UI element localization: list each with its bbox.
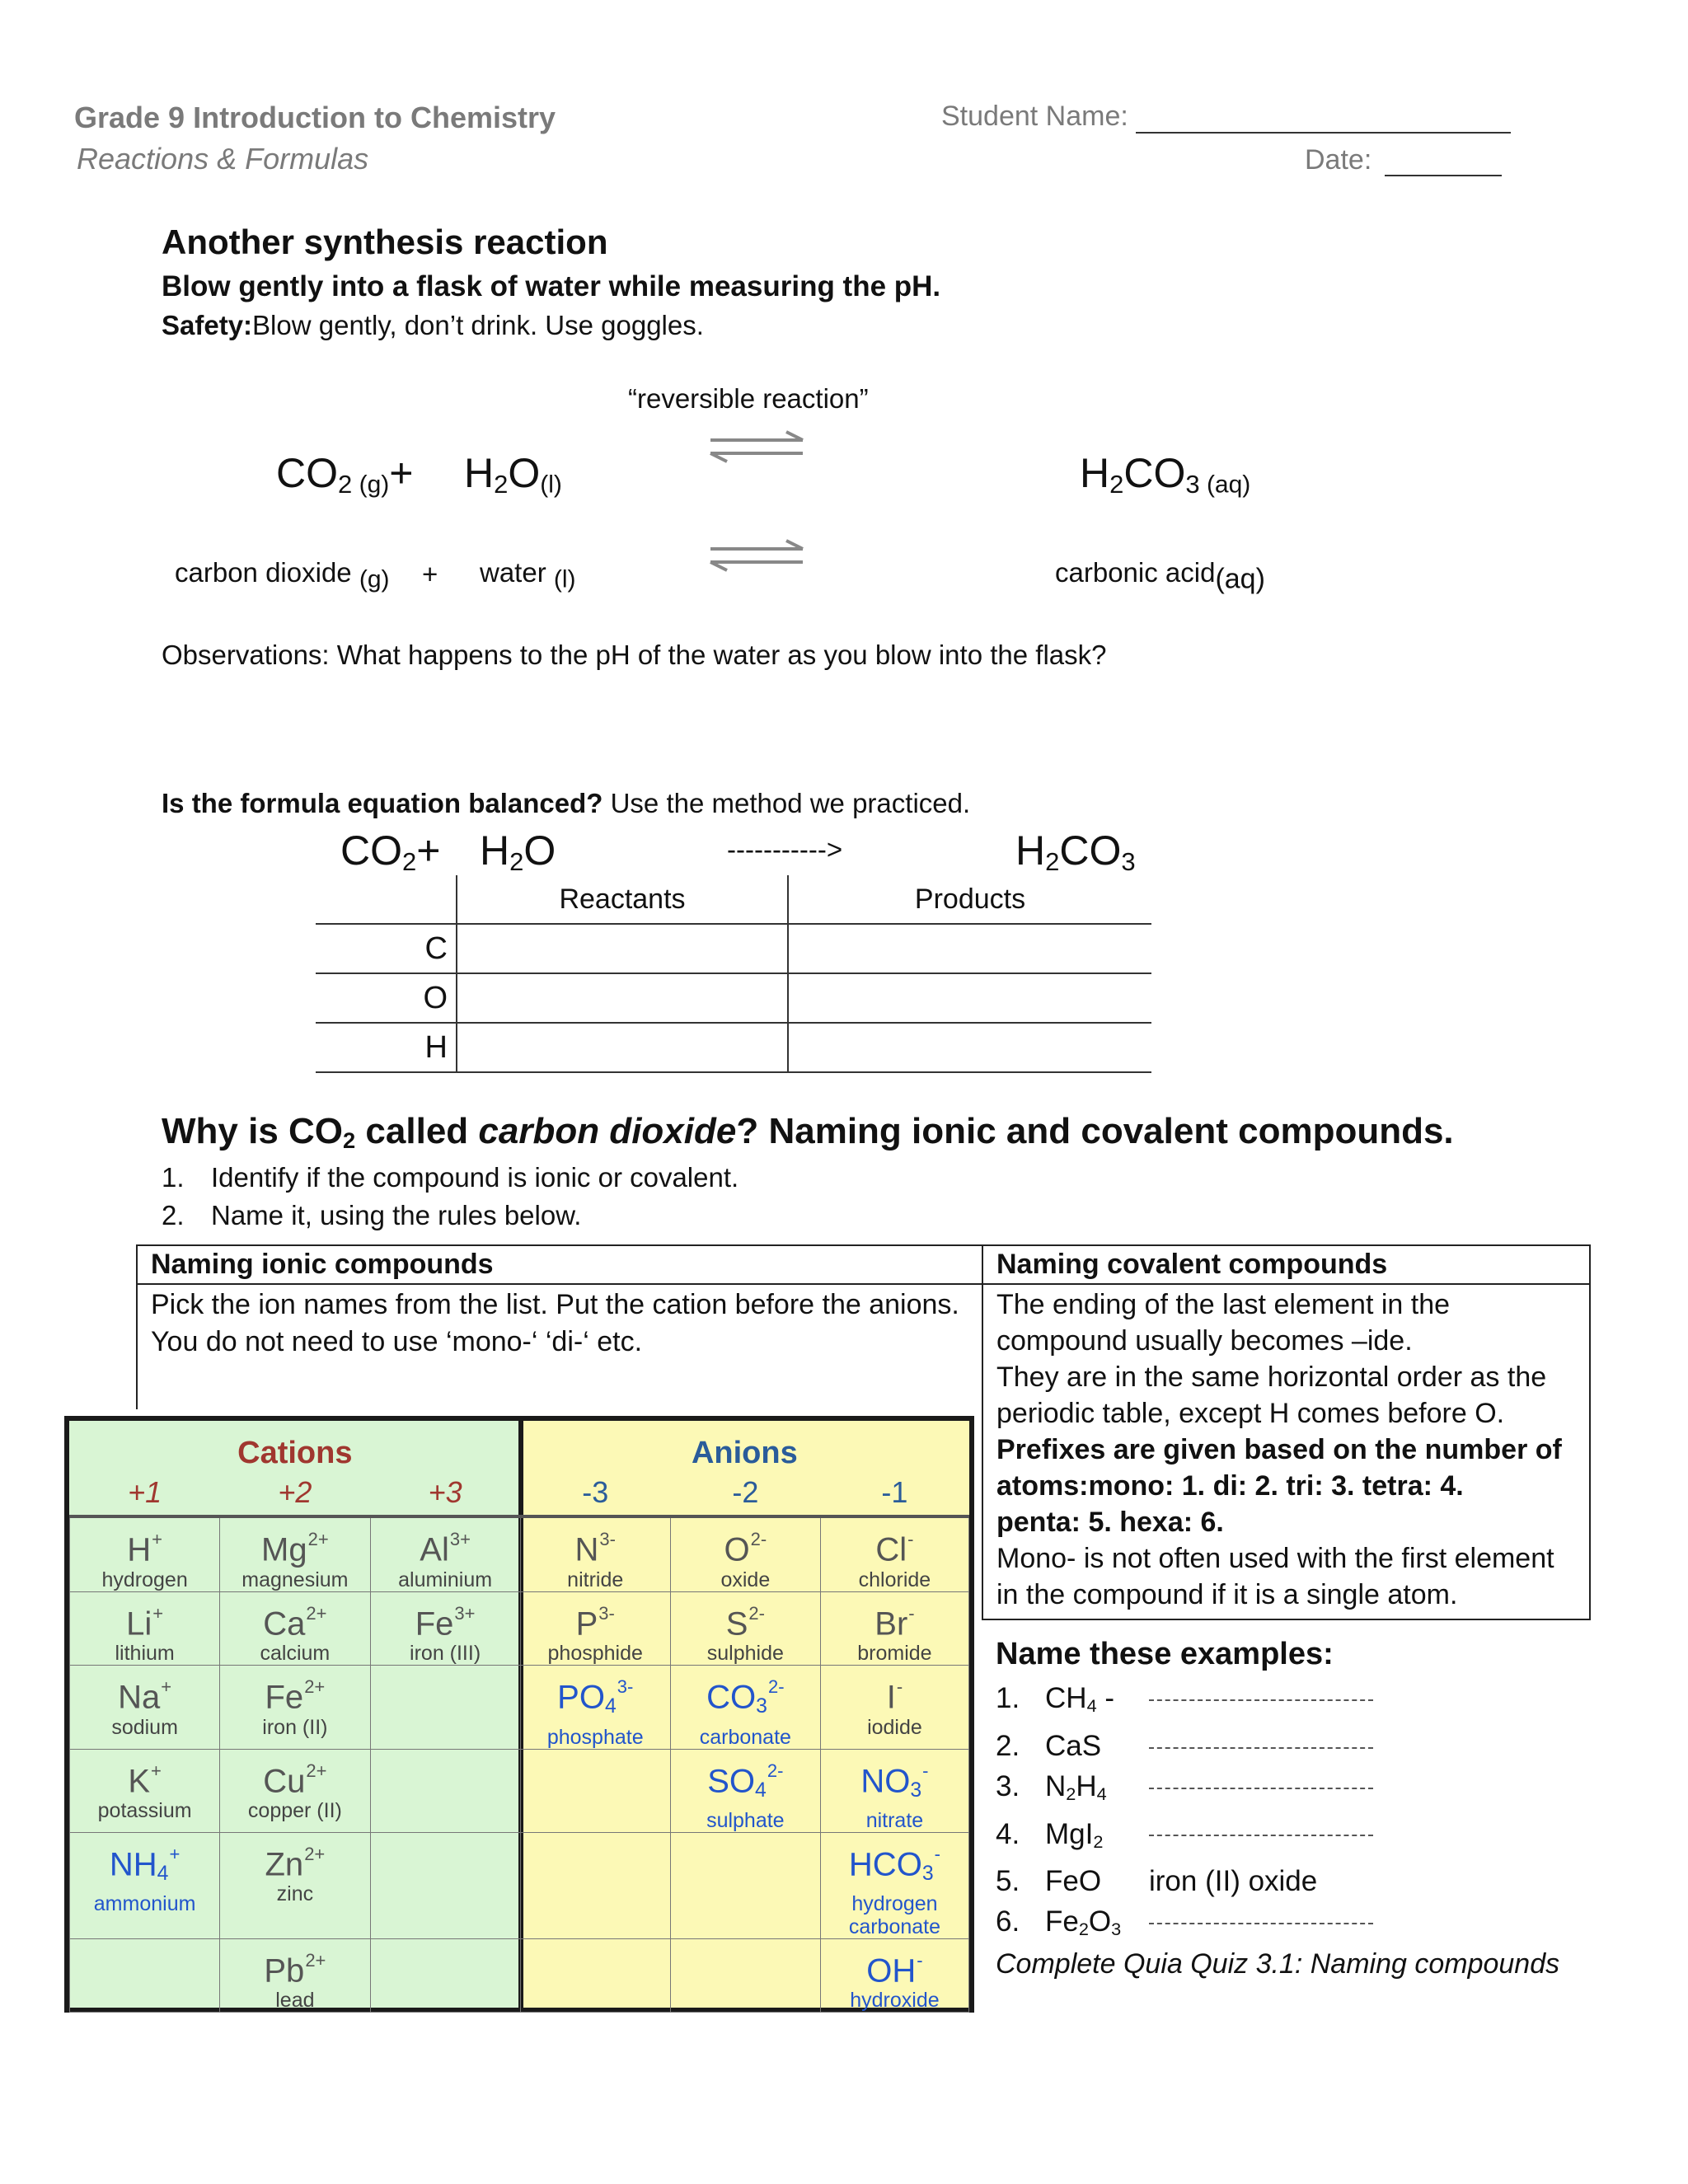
eq-h2co3: $H_2CO_3$ $_{(aq)}$	[1080, 450, 1251, 499]
course-title: Grade 9 Introduction to Chemistry	[74, 101, 556, 134]
ion-symbol: Na+	[118, 1676, 172, 1717]
ion-symbol: $Pb^{2+}$	[264, 1949, 326, 1990]
element-label: O	[316, 973, 457, 1023]
ion-cell	[820, 1749, 968, 1832]
charge-label: -1	[881, 1475, 908, 1509]
reactant-cell[interactable]	[457, 1023, 788, 1072]
ion-symbol: $PO_4^{3-}$	[557, 1676, 634, 1718]
ion-cell	[520, 1591, 670, 1666]
ion-cell	[820, 1666, 968, 1749]
ion-name: sulphate	[706, 1808, 785, 1832]
ion-name: ammonium	[93, 1891, 196, 1915]
ion-cell	[820, 1591, 968, 1666]
ionic-rules-box	[136, 1244, 983, 1409]
examples-heading: Name these examples:	[996, 1637, 1334, 1671]
answer-line[interactable]	[1149, 1835, 1373, 1836]
example-formula: CaS	[1045, 1729, 1102, 1762]
ion-name: phosphide	[547, 1642, 643, 1666]
ion-name: nitride	[567, 1568, 624, 1591]
student-name-label: Student Name:	[941, 101, 1128, 132]
empty-ion-cell	[670, 1938, 820, 2013]
example-formula: FeO	[1045, 1865, 1102, 1898]
synthesis-title: Another synthesis reaction	[162, 223, 608, 261]
ion-cell	[670, 1749, 820, 1832]
quiz-note: Complete Quia Quiz 3.1: Naming compounds	[996, 1948, 1560, 1980]
charge-label: +2	[278, 1475, 312, 1509]
example-item: 5. FeO iron (II) oxide	[996, 1861, 1373, 1901]
word-water: water $_{(l)}$	[480, 557, 576, 593]
ion-name: iron (III)	[410, 1642, 481, 1666]
ion-row	[70, 1832, 969, 1938]
ion-name: aluminium	[398, 1568, 493, 1591]
ion-name: calcium	[260, 1642, 331, 1666]
example-item: 3. $N_2H_4$	[996, 1766, 1373, 1814]
student-name-line[interactable]	[1136, 132, 1511, 134]
cations-title: Cations	[237, 1436, 353, 1470]
ion-cell	[220, 1938, 370, 2013]
ion-row	[70, 1938, 969, 2013]
product-cell[interactable]	[788, 924, 1151, 973]
example-item: 1. $CH_4$ -	[996, 1678, 1373, 1726]
synthesis-instruction: Blow gently into a flask of water while measuring the pH.	[162, 270, 941, 302]
ion-symbol: OH-	[866, 1949, 923, 1990]
ion-cell	[70, 1516, 220, 1591]
reactants-header: Reactants	[457, 875, 788, 924]
ion-table	[64, 1416, 974, 2013]
ion-symbol: $N^{3-}$	[574, 1529, 616, 1568]
ion-cell	[70, 1832, 220, 1938]
bal-h2o: $H_2O$	[480, 827, 556, 876]
empty-ion-cell	[520, 1832, 670, 1938]
example-formula: $CH_4$ -	[1045, 1682, 1115, 1716]
ion-name: copper (II)	[247, 1799, 342, 1823]
naming-title: Why is $CO_2$ called carbon dioxide? Naming ionic and covalent compounds.	[162, 1111, 1454, 1153]
observations-question: Observations: What happens to the pH of the water as you blow into the flask?	[162, 640, 1107, 670]
ion-symbol: $S^{2-}$	[725, 1602, 765, 1643]
ion-cell	[70, 1749, 220, 1832]
eq-co2: $CO_2$ $_{(g)}$+	[276, 450, 414, 499]
naming-steps	[162, 1159, 738, 1235]
example-formula: $N_2H_4$	[1045, 1769, 1107, 1804]
product-cell[interactable]	[788, 973, 1151, 1023]
anions-title: Anions	[691, 1436, 798, 1470]
ion-cell	[520, 1516, 670, 1591]
ion-row	[70, 1666, 969, 1749]
charge-label: +1	[128, 1475, 162, 1509]
charge-label: +3	[428, 1475, 462, 1509]
ion-symbol: H+	[127, 1529, 162, 1568]
ion-symbol: $SO_4^{2-}$	[707, 1760, 784, 1802]
ion-name: hydroxide	[850, 1989, 940, 2013]
empty-ion-cell	[520, 1749, 670, 1832]
naming-step: 1. Identify if the compound is ionic or covalent.	[162, 1162, 739, 1193]
ion-cell	[670, 1516, 820, 1591]
example-answer: iron (II) oxide	[1149, 1865, 1318, 1898]
reactant-cell[interactable]	[457, 924, 788, 973]
ionic-rules-heading: Naming ionic compounds	[138, 1246, 982, 1285]
product-cell[interactable]	[788, 1023, 1151, 1072]
ion-cell	[370, 1591, 520, 1666]
bal-h2co3: $H_2CO_3$	[1015, 827, 1136, 876]
ion-name: sodium	[111, 1716, 178, 1740]
empty-ion-cell	[370, 1832, 520, 1938]
word-co2: carbon dioxide $_{(g)}$	[175, 557, 390, 593]
answer-line[interactable]	[1149, 1923, 1373, 1924]
word-plus: +	[422, 559, 438, 589]
ion-name: phosphate	[546, 1725, 644, 1749]
ion-symbol: $Mg^{2+}$	[261, 1529, 329, 1568]
ion-cell	[670, 1666, 820, 1749]
ion-symbol: $Ca^{2+}$	[263, 1602, 327, 1643]
example-item: 2. CaS	[996, 1726, 1373, 1766]
ion-symbol: $HCO_3^-$	[848, 1843, 940, 1885]
date-label: Date:	[1305, 144, 1372, 176]
balance-question: Is the formula equation balanced? Use the method we practiced.	[162, 788, 971, 818]
ion-cell	[220, 1832, 370, 1938]
ion-cell	[70, 1666, 220, 1749]
example-formula: MgI$_2$	[1045, 1817, 1104, 1852]
balance-table	[316, 875, 1151, 1073]
ion-symbol: $O^{2-}$	[724, 1529, 767, 1568]
ion-cell	[220, 1749, 370, 1832]
example-item: 6. $Fe_2O_3$	[996, 1901, 1373, 1949]
ion-cell	[820, 1832, 968, 1938]
ion-name: hydrogen	[101, 1568, 188, 1591]
eq-h2o: $H_2O_{(l)}$	[464, 450, 562, 499]
ion-cell	[520, 1666, 670, 1749]
covalent-rules-heading: Naming covalent compounds	[983, 1246, 1589, 1285]
charge-label: -3	[582, 1475, 609, 1509]
empty-ion-cell	[520, 1938, 670, 2013]
bal-arrow: ----------->	[727, 834, 843, 865]
ion-name: bromide	[857, 1642, 932, 1666]
ion-name: carbonate	[699, 1725, 791, 1749]
empty-ion-cell	[370, 1938, 520, 2013]
ion-name: iodide	[867, 1716, 922, 1740]
ion-name: magnesium	[241, 1568, 349, 1591]
date-line[interactable]	[1385, 175, 1502, 176]
element-label: C	[316, 924, 457, 973]
empty-ion-cell	[670, 1832, 820, 1938]
answer-line[interactable]	[1149, 1747, 1373, 1749]
unit-title: Reactions & Formulas	[77, 142, 369, 176]
ion-cell	[820, 1938, 968, 2013]
ion-symbol: $Al^{3+}$	[420, 1529, 471, 1568]
ion-symbol: $NO_3^-$	[860, 1760, 929, 1802]
empty-ion-cell	[70, 1938, 220, 2013]
ion-symbol: $Cu^{2+}$	[263, 1760, 327, 1800]
answer-line[interactable]	[1149, 1788, 1373, 1789]
ion-cell	[370, 1516, 520, 1591]
ion-symbol: $P^{3-}$	[575, 1602, 615, 1643]
safety-note: Safety:Blow gently, don’t drink. Use goggles.	[162, 310, 704, 340]
ion-name: lithium	[115, 1642, 175, 1666]
equilibrium-arrow-icon	[707, 427, 808, 468]
examples-list	[996, 1678, 1373, 1949]
ion-symbol: $NH_4^+$	[109, 1843, 181, 1885]
example-formula: $Fe_2O_3$	[1045, 1905, 1122, 1940]
ion-name: potassium	[97, 1799, 192, 1823]
ion-symbol: $Zn^{2+}$	[265, 1843, 326, 1883]
ion-cell	[820, 1516, 968, 1591]
ion-symbol: $Fe^{3+}$	[415, 1602, 476, 1643]
bal-co2: $CO_2+$	[340, 827, 441, 876]
ion-row	[70, 1516, 969, 1591]
empty-ion-cell	[370, 1666, 520, 1749]
ion-name: zinc	[276, 1882, 314, 1906]
empty-ion-cell	[370, 1749, 520, 1832]
ionic-rules-body: Pick the ion names from the list. Put the cation before the anions. You do not need to use ‘mono-‘ ‘di-‘ etc.	[151, 1289, 959, 1357]
ion-symbol: Br-	[874, 1602, 915, 1643]
element-label: H	[316, 1023, 457, 1072]
ion-row	[70, 1749, 969, 1832]
ion-symbol: $CO_3^{2-}$	[706, 1676, 785, 1718]
word-carbonic-acid: carbonic acid$_{(aq)}$	[1055, 557, 1265, 595]
example-item: 4. MgI$_2$	[996, 1814, 1373, 1862]
equilibrium-arrow-icon	[707, 536, 808, 577]
reversible-note: “reversible reaction”	[628, 383, 869, 414]
ion-row	[70, 1591, 969, 1666]
ion-symbol: I-	[886, 1676, 903, 1717]
ion-symbol: $Fe^{2+}$	[265, 1676, 326, 1717]
ion-cell	[220, 1516, 370, 1591]
ion-symbol: Cl-	[875, 1529, 914, 1568]
charge-label: -2	[732, 1475, 759, 1509]
reactant-cell[interactable]	[457, 973, 788, 1023]
ion-name: chloride	[858, 1568, 931, 1591]
ion-cell	[670, 1591, 820, 1666]
ion-symbol: Li+	[126, 1602, 164, 1643]
covalent-rules-box	[982, 1244, 1591, 1620]
ion-name: nitrate	[865, 1808, 924, 1832]
ion-symbol: K+	[128, 1760, 162, 1800]
ion-name: lead	[275, 1989, 315, 2013]
covalent-rules-body: The ending of the last element in the compound usually becomes –ide. They are in the same horizontal order as the periodic table, except H comes before O. Prefixes are given based on the number of atoms:mono: 1. di: 2. tri: 3. tetra: 4. penta: 5. hexa: 6. Mono- is not often used with the first element in the compound if it is a single atom.	[996, 1289, 1562, 1610]
ion-cell	[70, 1591, 220, 1666]
ion-name: hydrogen carbonate	[848, 1891, 941, 1938]
products-header: Products	[914, 883, 1026, 915]
ion-name: iron (II)	[262, 1716, 328, 1740]
ion-cell	[220, 1591, 370, 1666]
naming-step: 2. Name it, using the rules below.	[162, 1200, 582, 1230]
ion-name: oxide	[720, 1568, 771, 1591]
answer-line[interactable]	[1149, 1699, 1373, 1701]
ion-cell	[220, 1666, 370, 1749]
ion-name: sulphide	[706, 1642, 784, 1666]
